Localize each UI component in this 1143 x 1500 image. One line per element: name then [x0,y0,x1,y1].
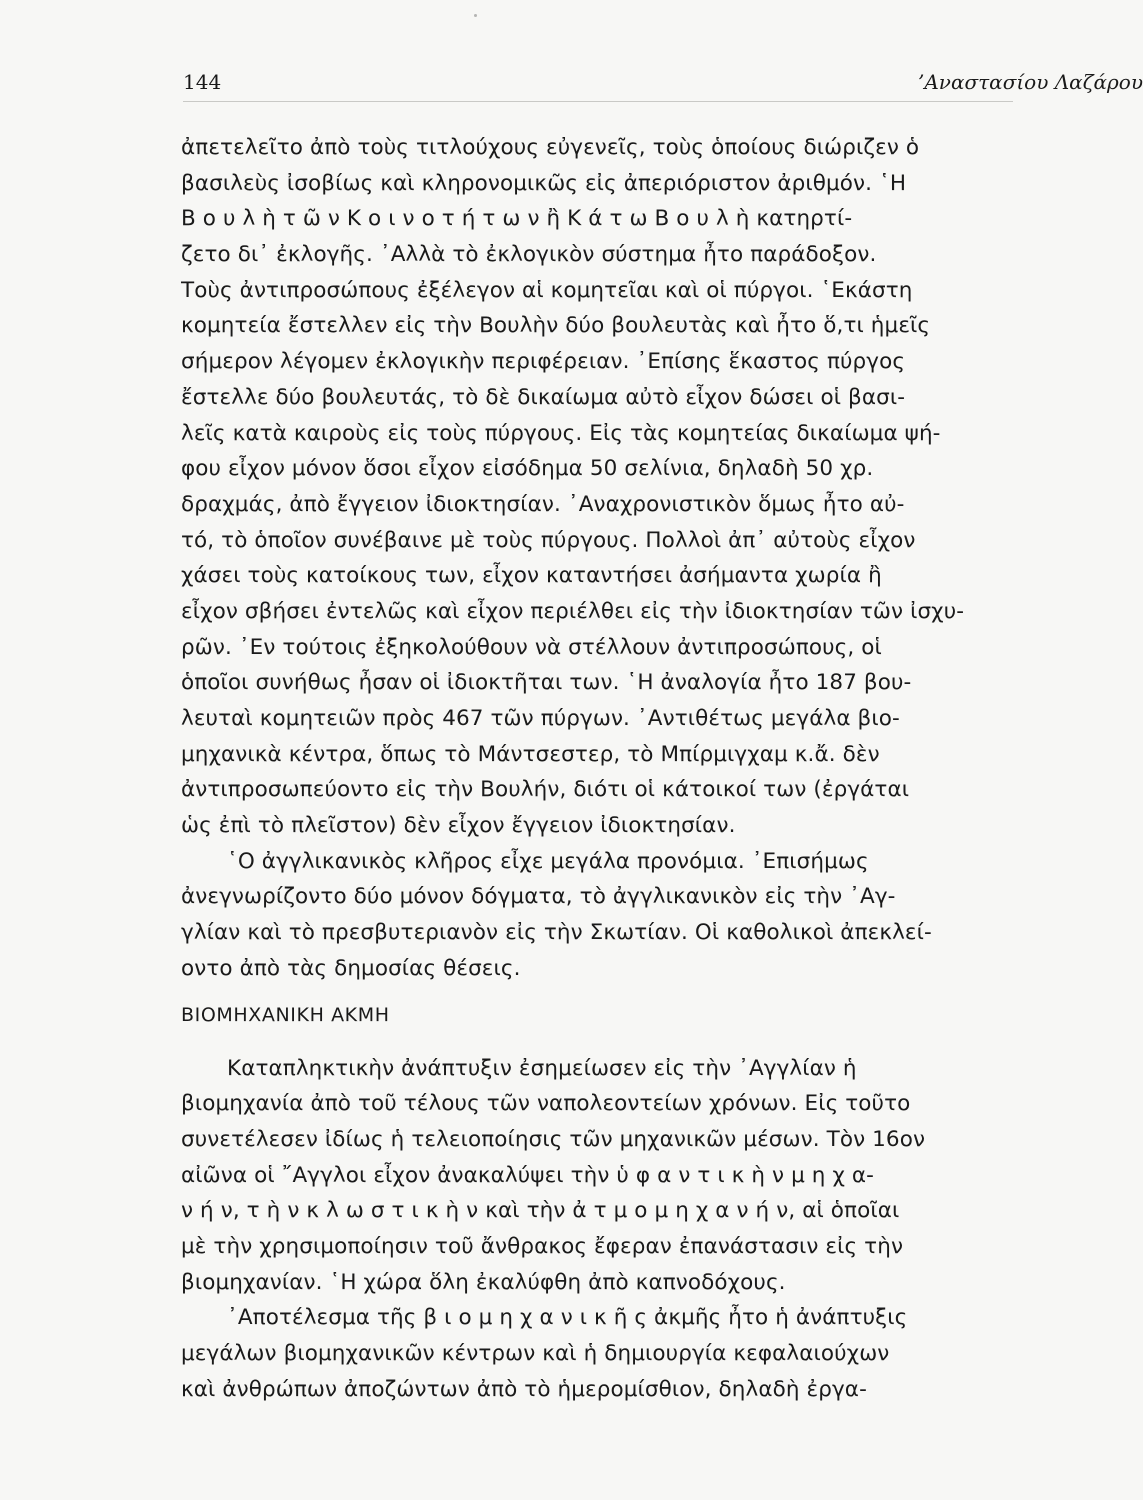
text-line: βιομηχανία ἀπὸ τοῦ τέλους τῶν ναπολεοντείων χρόνων. Εἰς τοῦτο [181,1091,911,1117]
text-line: ἀντιπροσωπεύοντο εἰς τὴν Βουλήν, διότι οἱ κάτοικοί των (ἐργάται [181,777,910,803]
text-line: συνετέλεσεν ἰδίως ἡ τελειοποίησις τῶν μηχανικῶν μέσων. Τὸν 16ον [181,1126,926,1152]
text-line: καὶ ἀνθρώπων ἀποζώντων ἀπὸ τὸ ἡμερομίσθιον, δηλαδὴ ἐργα- [181,1376,867,1402]
scan-speck [474,14,477,17]
header-rule [183,101,1013,102]
text-line: ἀνεγνωρίζοντο δύο μόνον δόγματα, τὸ ἀγγλικανικὸν εἰς τὴν ᾿Αγ- [181,884,896,910]
text-line: μὲ τὴν χρησιμοποίησιν τοῦ ἄνθρακος ἔφεραν ἐπανάστασιν εἰς τὴν [181,1233,904,1259]
paragraph-clergy [181,844,1024,987]
text-line: ζετο δι᾿ ἐκλογῆς. ᾿Αλλὰ τὸ ἐκλογικὸν σύστημα ἦτο παράδοξον. [181,242,877,268]
text-line: χάσει τοὺς κατοίκους των, εἶχον καταντήσει ἀσήμαντα χωρία ἢ [181,563,882,589]
text-line: ἔστελλε δύο βουλευτάς, τὸ δὲ δικαίωμα αὐτὸ εἶχον δώσει οἱ βασι- [181,384,906,410]
text-line: μεγάλων βιομηχανικῶν κέντρων καὶ ἡ δημιουργία κεφαλαιούχων [181,1341,890,1366]
text-line: γλίαν καὶ τὸ πρεσβυτεριανὸν εἰς τὴν Σκωτίαν. Οἱ καθολικοὶ ἀπεκλεί- [181,920,932,946]
section-heading: ΒΙΟΜΗΧΑΝΙΚΗ ΑΚΜΗ [181,1003,390,1026]
page-number: 144 [183,70,222,94]
text-line: τό, τὸ ὁποῖον συνέβαινε μὲ τοὺς πύργους. Πολλοὶ ἀπ᾿ αὐτοὺς εἶχον [181,527,916,553]
text-line: ἀπετελεῖτο ἀπὸ τοὺς τιτλούχους εὐγενεῖς, τοὺς ὁποίους διώριζεν ὁ [181,135,920,160]
page-header [183,70,1143,104]
body-text [181,130,1024,1407]
text-line: μηχανικὰ κέντρα, ὅπως τὸ Μάντσεστερ, τὸ Μπίρμιγχαμ κ.ἄ. δὲν [181,741,880,767]
text-line: ᾿Αποτέλεσμα τῆς β ι ο μ η χ α ν ι κ ῆ ς ἀκμῆς ἦτο ἡ ἀνάπτυξις [227,1305,908,1331]
text-line: ὁποῖοι συνήθως ἦσαν οἱ ἰδιοκτῆται των. ῾Η ἀναλογία ἦτο 187 βου- [181,670,912,696]
text-line: ῾Ο ἀγγλικανικὸς κλῆρος εἶχε μεγάλα προνόμια. ᾿Επισήμως [227,848,869,874]
text-line: λευταὶ κομητειῶν πρὸς 467 τῶν πύργων. ᾿Αντιθέτως μεγάλα βιο- [181,706,900,731]
text-line: σήμερον λέγομεν ἐκλογικὴν περιφέρειαν. ᾿Επίσης ἕκαστος πύργος [181,349,906,375]
spacer [181,1033,1024,1051]
text-line: Καταπληκτικὴν ἀνάπτυξιν ἐσημείωσεν εἰς τὴν ᾿Αγγλίαν ἡ [227,1055,857,1081]
text-line: κομητεία ἔστελλεν εἰς τὴν Βουλὴν δύο βουλευτὰς καὶ ἦτο ὅ,τι ἡμεῖς [181,313,931,339]
paragraph-result [181,1300,1024,1407]
text-line: φου εἶχον μόνον ὅσοι εἶχον εἰσόδημα 50 σελίνια, δηλαδὴ 50 χρ. [181,456,874,482]
paragraph-industry [181,1051,1024,1301]
text-line: βασιλεὺς ἰσοβίως καὶ κληρονομικῶς εἰς ἀπεριόριστον ἀριθμόν. ῾Η [181,170,907,196]
text-line: ν ή ν, τ ὴ ν κ λ ω σ τ ι κ ὴ ν καὶ τὴν ἀ τ μ ο μ η χ α ν ή ν, αἱ ὁποῖαι [181,1198,900,1224]
text-line: εἶχον σβήσει ἐντελῶς καὶ εἶχον περιέλθει εἰς τὴν ἰδιοκτησίαν τῶν ἰσχυ- [181,598,965,624]
text-line: δραχμάς, ἀπὸ ἔγγειον ἰδιοκτησίαν. ᾿Αναχρονιστικὸν ὅμως ἦτο αὐ- [181,491,905,517]
paragraph-parliament [181,130,1024,844]
text-line: αἰῶνα οἱ ῎Αγγλοι εἶχον ἀνακαλύψει τὴν ὑ φ α ν τ ι κ ὴ ν μ η χ α- [181,1162,875,1188]
text-line: λεῖς κατὰ καιροὺς εἰς τοὺς πύργους. Εἰς τὰς κομητείας δικαίωμα ψή- [181,420,941,446]
text-line: βιομηχανίαν. ῾Η χώρα ὅλη ἐκαλύφθη ἀπὸ καπνοδόχους. [181,1269,786,1295]
text-line: Β ο υ λ ὴ τ ῶ ν Κ ο ι ν ο τ ή τ ω ν ἢ Κ ά τ ω Β ο υ λ ὴ κατηρτί- [181,206,853,232]
text-line: Τοὺς ἀντιπροσώπους ἐξέλεγον αἱ κομητεῖαι καὶ οἱ πύργοι. ῾Εκάστη [181,277,913,303]
running-head: ’Αναστασίου Λαζάρου [918,70,1143,94]
text-line: οντο ἀπὸ τὰς δημοσίας θέσεις. [181,955,521,981]
text-line: ὡς ἐπὶ τὸ πλεῖστον) δὲν εἶχον ἔγγειον ἰδιοκτησίαν. [181,813,736,839]
spacer [181,987,1024,997]
text-line: ρῶν. ᾿Εν τούτοις ἐξηκολούθουν νὰ στέλλουν ἀντιπροσώπους, οἱ [181,634,882,660]
